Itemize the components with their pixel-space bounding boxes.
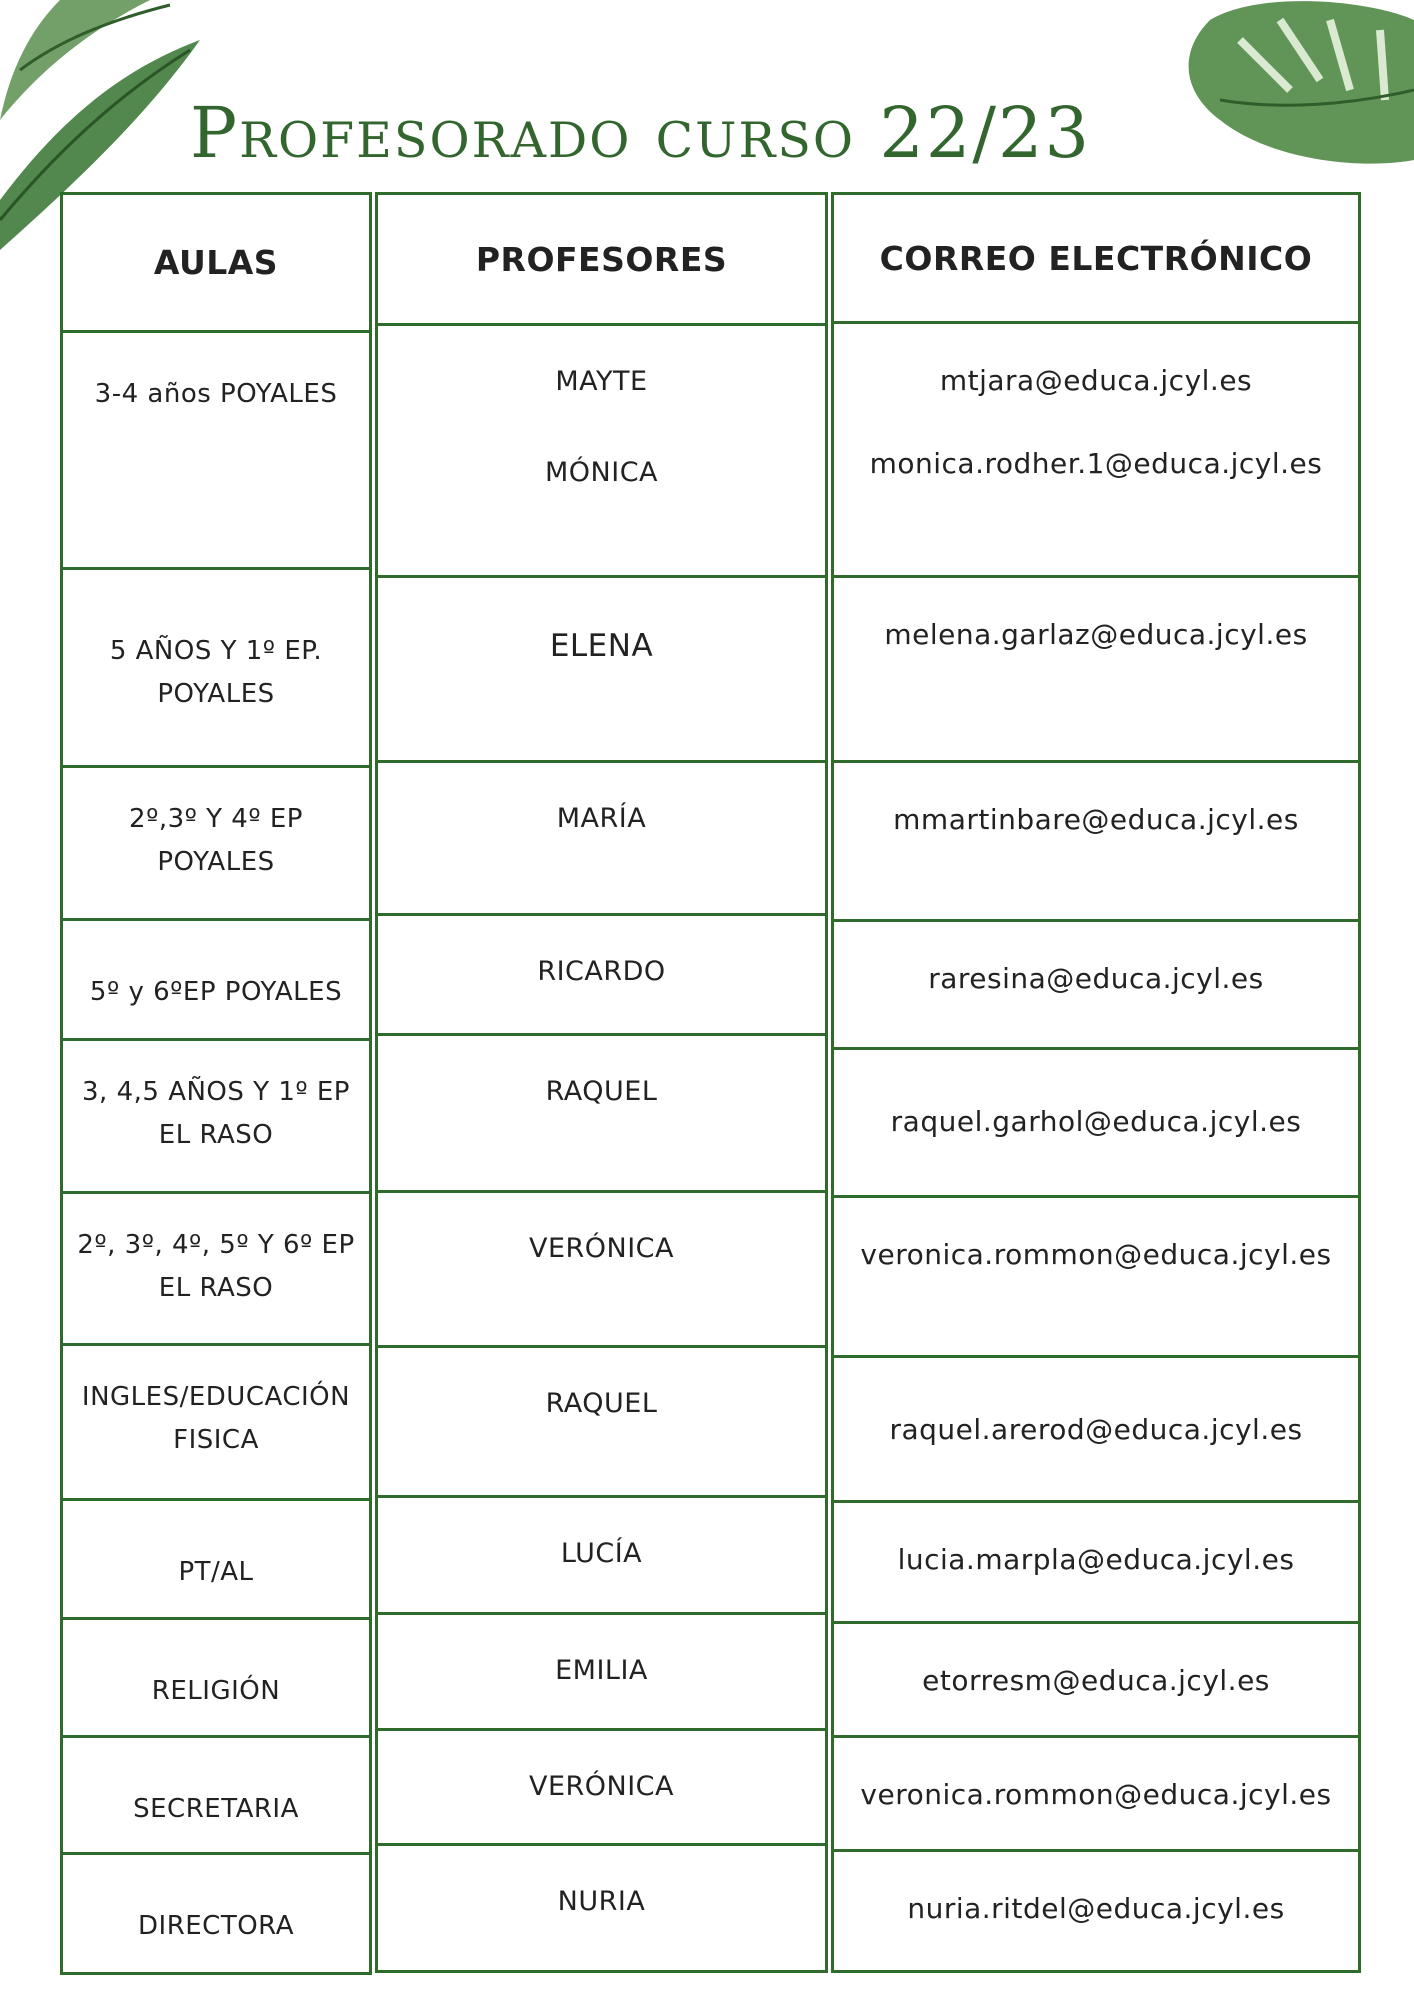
aula-label: 3, 4,5 AÑOS Y 1º EP EL RASO xyxy=(82,1077,350,1150)
correo-cell xyxy=(831,1500,1361,1624)
correo-cell xyxy=(831,760,1361,922)
correo-cell xyxy=(831,1355,1361,1503)
profesor-name: EMILIA xyxy=(555,1655,648,1686)
header-correo: CORREO ELECTRÓNICO xyxy=(831,192,1361,324)
email-link[interactable]: melena.garlaz@educa.jcyl.es xyxy=(884,618,1308,651)
aula-cell xyxy=(60,1343,372,1501)
header-profesores: PROFESORES xyxy=(375,192,828,326)
correo-cell xyxy=(831,1195,1361,1358)
profesor-name: MÓNICA xyxy=(544,457,659,488)
profesor-name: VERÓNICA xyxy=(528,1233,675,1264)
profesor-name: VERÓNICA xyxy=(528,1771,675,1802)
profesor-name: MARÍA xyxy=(556,803,647,834)
aula-cell xyxy=(60,1498,372,1620)
email-link[interactable]: veronica.rommon@educa.jcyl.es xyxy=(860,1238,1332,1271)
aula-label: 5º y 6ºEP POYALES xyxy=(89,977,343,1007)
aula-label: DIRECTORA xyxy=(138,1911,294,1941)
profesor-cell xyxy=(375,1345,828,1498)
aula-label: 2º,3º Y 4º EP POYALES xyxy=(129,804,303,877)
aula-label: 5 AÑOS Y 1º EP. POYALES xyxy=(109,636,323,709)
correo-cell xyxy=(831,1735,1361,1852)
profesor-cell xyxy=(375,575,828,763)
profesor-name: RAQUEL xyxy=(545,1388,658,1419)
profesor-cell xyxy=(375,1728,828,1846)
aula-cell xyxy=(60,1038,372,1194)
correo-cell xyxy=(831,321,1361,578)
profesor-cell xyxy=(375,1843,828,1973)
aula-cell xyxy=(60,1617,372,1738)
profesor-name: RICARDO xyxy=(537,956,666,987)
page-title: Profesorado curso 22/23 xyxy=(190,92,1092,174)
email-link[interactable]: mtjara@educa.jcyl.es xyxy=(939,364,1253,397)
aula-label: SECRETARIA xyxy=(133,1794,299,1824)
aula-label: PT/AL xyxy=(178,1557,254,1587)
email-link[interactable]: etorresm@educa.jcyl.es xyxy=(922,1664,1270,1697)
monstera-leaf-decoration-top-right xyxy=(1180,0,1414,170)
email-link[interactable]: veronica.rommon@educa.jcyl.es xyxy=(860,1778,1332,1811)
profesor-name: RAQUEL xyxy=(545,1076,658,1107)
profesor-name: LUCÍA xyxy=(560,1538,643,1569)
aula-cell xyxy=(60,1191,372,1346)
aula-label: RELIGIÓN xyxy=(151,1676,281,1706)
correo-cell xyxy=(831,575,1361,763)
aula-cell xyxy=(60,1735,372,1855)
profesor-cell xyxy=(375,1495,828,1615)
correo-cell xyxy=(831,919,1361,1050)
profesor-name: ELENA xyxy=(549,628,654,664)
profesor-cell xyxy=(375,1612,828,1731)
correo-cell xyxy=(831,1047,1361,1198)
correo-cell xyxy=(831,1621,1361,1738)
profesor-cell xyxy=(375,913,828,1036)
aula-label: 3-4 años POYALES xyxy=(94,379,338,409)
aula-cell xyxy=(60,1852,372,1975)
email-link[interactable]: raresina@educa.jcyl.es xyxy=(928,962,1264,995)
profesor-name: MAYTE xyxy=(555,366,648,397)
email-link[interactable]: raquel.garhol@educa.jcyl.es xyxy=(890,1105,1302,1138)
email-link[interactable]: lucia.marpla@educa.jcyl.es xyxy=(897,1543,1295,1576)
aula-label: 2º, 3º, 4º, 5º Y 6º EP EL RASO xyxy=(77,1230,355,1303)
profesor-cell xyxy=(375,1033,828,1193)
profesor-cell xyxy=(375,760,828,916)
profesor-cell xyxy=(375,1190,828,1348)
aula-cell xyxy=(60,330,372,570)
email-link[interactable]: raquel.arerod@educa.jcyl.es xyxy=(889,1413,1303,1446)
aula-cell xyxy=(60,918,372,1041)
correo-cell xyxy=(831,1849,1361,1973)
email-link[interactable]: mmartinbare@educa.jcyl.es xyxy=(893,803,1299,836)
aula-cell xyxy=(60,765,372,921)
profesor-name: NURIA xyxy=(557,1886,646,1917)
header-aulas: AULAS xyxy=(60,192,372,333)
email-link[interactable]: monica.rodher.1@educa.jcyl.es xyxy=(869,447,1323,480)
email-link[interactable]: nuria.ritdel@educa.jcyl.es xyxy=(907,1892,1285,1925)
profesor-cell xyxy=(375,323,828,578)
aula-cell xyxy=(60,567,372,768)
aula-label: INGLES/EDUCACIÓN FISICA xyxy=(81,1382,351,1455)
